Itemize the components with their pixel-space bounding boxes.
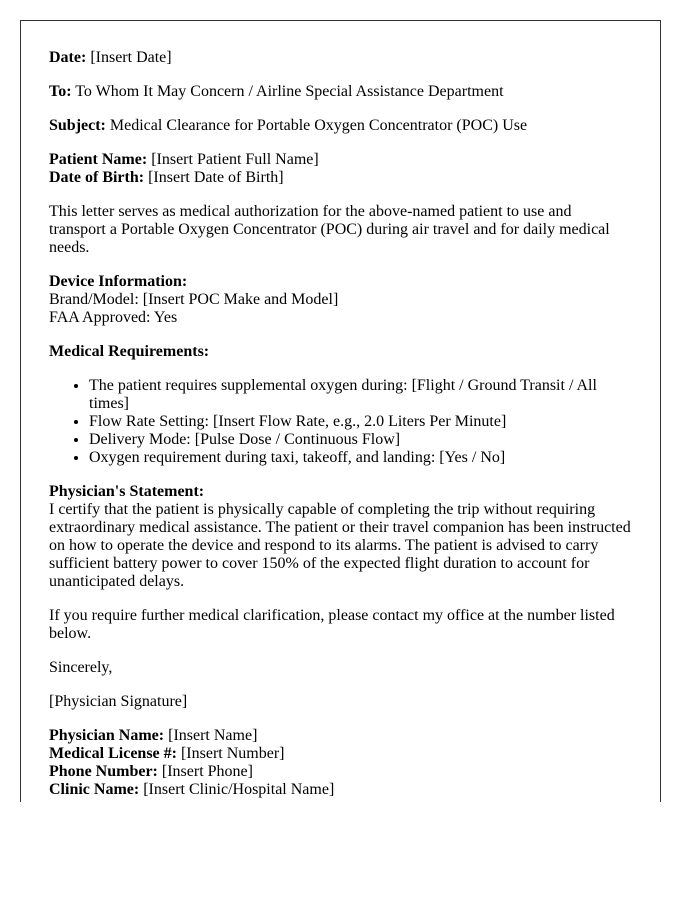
list-item: • Delivery Mode: [Pulse Dose / Continuous Flow] (89, 431, 632, 449)
letter-page (20, 20, 661, 802)
list-item: • The patient requires supplemental oxygen during: [Flight / Ground Transit / All times] (89, 377, 632, 413)
device-information: Device Information: Brand/Model: [Insert POC Make and Model] FAA Approved: Yes (49, 273, 339, 326)
requirements-heading: Medical Requirements: (49, 343, 210, 360)
physician-statement: Physician's Statement: I certify that the patient is physically capable of completing the trip without requiring extraordinary medical assistance. The patient or their travel companion has been instructed on how to operate the device and respond to its alarms. The patient is advised to carry sufficient battery power to cover 150% of the expected flight duration to account for unanticipated delays. (49, 483, 631, 590)
list-item: • Oxygen requirement during taxi, takeoff, and landing: [Yes / No] (89, 449, 632, 467)
subject-line: Subject: Medical Clearance for Portable Oxygen Concentrator (POC) Use (49, 117, 528, 134)
intro-paragraph: This letter serves as medical authorization for the above-named patient to use and transport a Portable Oxygen Concentrator (POC) during air travel and for daily medical needs. (49, 203, 610, 256)
closing: Sincerely, (49, 659, 113, 676)
requirements-list (49, 377, 632, 467)
to-line: To: To Whom It May Concern / Airline Special Assistance Department (49, 83, 504, 100)
date-line: Date: [Insert Date] (49, 49, 172, 66)
contact-paragraph: If you require further medical clarification, please contact my office at the number listed below. (49, 607, 615, 642)
physician-info: Physician Name: [Insert Name] Medical License #: [Insert Number] Phone Number: [Insert Phone] Clinic Name: [Insert Clinic/Hospital Name] (49, 727, 335, 798)
patient-info: Patient Name: [Insert Patient Full Name] Date of Birth: [Insert Date of Birth] (49, 151, 319, 186)
signature-placeholder: [Physician Signature] (49, 693, 188, 710)
list-item: • Flow Rate Setting: [Insert Flow Rate, e.g., 2.0 Liters Per Minute] (89, 413, 632, 431)
